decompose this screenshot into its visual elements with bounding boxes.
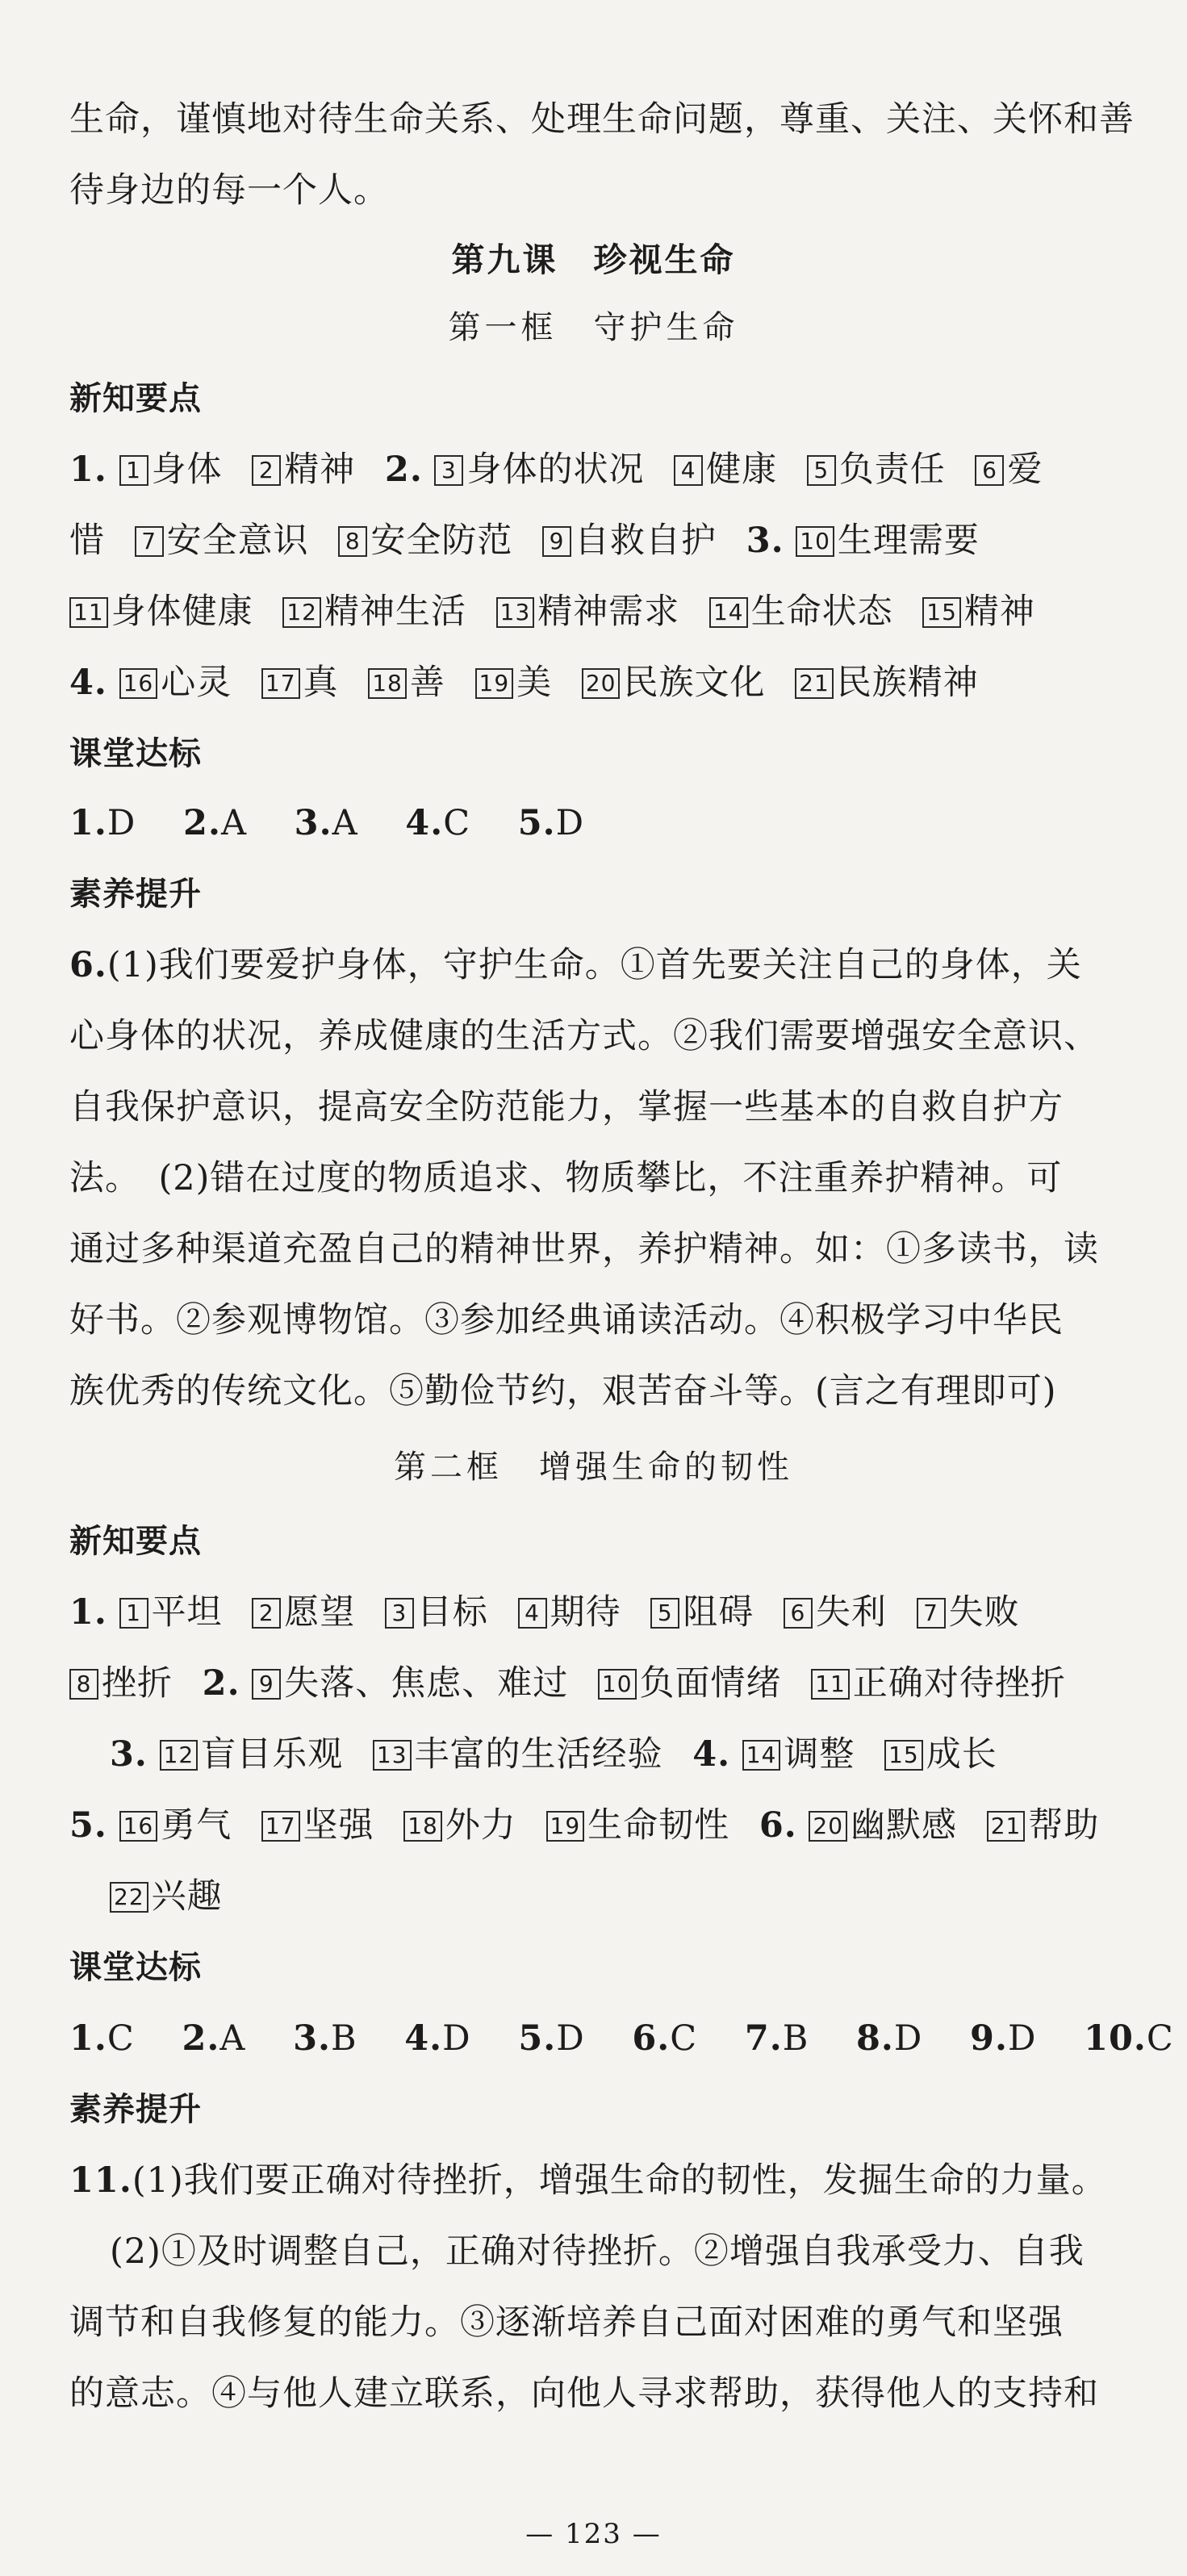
answer-text: 成长 (926, 1734, 997, 1775)
frame2-knowledge-line-5 (110, 1872, 223, 1921)
answer-text: 兴趣 (151, 1876, 223, 1917)
choice-answer: C (107, 2018, 135, 2059)
answer-text: 身体的状况 (466, 450, 645, 490)
item-number: 7. (744, 2018, 783, 2059)
frame2-practice-answers (69, 2014, 1174, 2063)
intro-line-2: 待身边的每一个人。 (69, 170, 389, 211)
blank-number-box: 4 (674, 455, 703, 486)
frame1-improve-line-5: 通过多种渠道充盈自己的精神世界，养护精神。如：①多读书，读 (69, 1229, 1099, 1269)
intro-line-1: 生命，谨慎地对待生命关系、处理生命问题，尊重、关注、关怀和善 (69, 99, 1135, 140)
blank-number-box: 22 (110, 1882, 148, 1913)
blank-number-box: 20 (582, 668, 621, 699)
answer-text: 精神生活 (324, 592, 466, 632)
blank-number-box: 14 (742, 1740, 781, 1771)
frame1-knowledge-line-4 (69, 659, 979, 707)
item-number: 4. (692, 1734, 731, 1775)
frame2-knowledge-line-4 (69, 1801, 1099, 1850)
frame2-improve-line-2: (2)①及时调整自己，正确对待挫折。②增强自我承受力、自我 (110, 2231, 1085, 2272)
answer-text: 身体 (151, 450, 223, 490)
frame2-improve-line-4: 的意志。④与他人建立联系，向他人寻求帮助，获得他人的支持和 (69, 2373, 1099, 2414)
item-number: 1. (69, 803, 107, 843)
item-number: 6. (69, 945, 107, 985)
frame2-knowledge-heading: 新知要点 (69, 1523, 202, 1560)
answer-text: 失利 (815, 1592, 887, 1633)
choice-answer: D (556, 2018, 585, 2059)
frame1-improve-line-7: 族优秀的传统文化。⑤勤俭节约，艰苦奋斗等。(言之有理即可) (69, 1371, 1057, 1411)
choice-answer: D (555, 803, 585, 843)
choice-answer: B (330, 2018, 357, 2059)
page-number: — 123 — (525, 2518, 662, 2550)
blank-number-box: 5 (807, 455, 836, 486)
blank-number-box: 2 (252, 455, 281, 486)
lesson-title: 第九课 珍视生命 (451, 240, 736, 279)
answer-text: 惜 (69, 521, 105, 561)
blank-number-box: 6 (784, 1598, 813, 1629)
frame2-knowledge-line-2 (69, 1659, 1066, 1708)
blank-number-box: 16 (119, 1811, 158, 1842)
blank-number-box: 19 (546, 1811, 585, 1842)
item-number: 5. (517, 803, 556, 843)
blank-number-box: 11 (811, 1669, 850, 1700)
blank-number-box: 6 (975, 455, 1004, 486)
answer-text: 盲目乐观 (201, 1734, 344, 1775)
answer-text: 身体健康 (111, 592, 253, 632)
answer-text: (1)我们要爱护身体，守护生命。①首先要关注自己的身体，关 (107, 945, 1082, 985)
blank-number-box: 1 (119, 1598, 148, 1629)
choice-answer: A (219, 2018, 246, 2059)
blank-number-box: 9 (252, 1669, 281, 1700)
answer-text: 幽默感 (851, 1805, 958, 1846)
choice-answer: C (670, 2018, 698, 2059)
item-number: 8. (856, 2018, 894, 2059)
blank-number-box: 18 (403, 1811, 442, 1842)
frame2-title: 第二框 增强生命的韧性 (394, 1449, 793, 1486)
choice-answer: B (782, 2018, 809, 2059)
answer-text: 外力 (445, 1805, 516, 1846)
answer-text: 真 (303, 663, 339, 703)
answer-text: 平坦 (151, 1592, 223, 1633)
answer-text: 精神 (284, 450, 356, 490)
item-number: 4. (404, 2018, 443, 2059)
frame2-improve-heading: 素养提升 (69, 2091, 202, 2128)
blank-number-box: 19 (475, 668, 514, 699)
answer-text: 负面情绪 (639, 1663, 782, 1704)
item-number: 3. (293, 2018, 331, 2059)
answer-text: 失落、焦虑、难过 (284, 1663, 569, 1704)
answer-text: 安全防范 (370, 521, 513, 561)
answer-text: 勇气 (161, 1805, 232, 1846)
choice-answer: C (1146, 2018, 1174, 2059)
blank-number-box: 12 (160, 1740, 199, 1771)
item-number: 3. (294, 803, 332, 843)
blank-number-box: 17 (261, 1811, 300, 1842)
frame1-improve-line-6: 好书。②参观博物馆。③参加经典诵读活动。④积极学习中华民 (69, 1300, 1064, 1340)
answer-text: 负责任 (838, 450, 946, 490)
answer-text: 期待 (550, 1592, 621, 1633)
blank-number-box: 13 (496, 597, 535, 628)
answer-text: 生命韧性 (587, 1805, 730, 1846)
answer-text: 帮助 (1028, 1805, 1100, 1846)
blank-number-box: 10 (796, 526, 834, 557)
blank-number-box: 17 (261, 668, 300, 699)
answer-text: 安全意识 (166, 521, 309, 561)
frame1-practice-answers (69, 799, 584, 847)
blank-number-box: 8 (69, 1669, 98, 1700)
choice-answer: A (220, 803, 247, 843)
blank-number-box: 13 (373, 1740, 412, 1771)
blank-number-box: 7 (135, 526, 164, 557)
blank-number-box: 5 (650, 1598, 679, 1629)
frame2-improve-line-3: 调节和自我修复的能力。③逐渐培养自己面对困难的勇气和坚强 (69, 2302, 1064, 2343)
frame2-practice-heading: 课堂达标 (69, 1949, 202, 1986)
blank-number-box: 21 (987, 1811, 1026, 1842)
item-number: 2. (182, 2018, 220, 2059)
blank-number-box: 10 (598, 1669, 637, 1700)
item-number: 6. (632, 2018, 671, 2059)
answer-text: 民族精神 (836, 663, 979, 703)
frame1-knowledge-line-3 (69, 588, 1035, 636)
item-number: 2. (384, 450, 423, 490)
blank-number-box: 3 (385, 1598, 414, 1629)
choice-answer: D (893, 2018, 923, 2059)
blank-number-box: 7 (917, 1598, 946, 1629)
blank-number-box: 18 (368, 668, 407, 699)
frame1-improve-line-1 (69, 941, 1082, 989)
answer-text: 精神需求 (537, 592, 680, 632)
blank-number-box: 15 (884, 1740, 923, 1771)
frame1-knowledge-line-1 (69, 445, 1043, 494)
answer-text: 目标 (416, 1592, 488, 1633)
choice-answer: D (107, 803, 136, 843)
item-number: 9. (970, 2018, 1008, 2059)
blank-number-box: 11 (69, 597, 108, 628)
frame1-improve-line-3: 自我保护意识，提高安全防范能力，掌握一些基本的自救自护方 (69, 1087, 1064, 1127)
item-number: 2. (183, 803, 221, 843)
answer-text: 调整 (784, 1734, 855, 1775)
answer-text: 丰富的生活经验 (414, 1734, 663, 1775)
frame2-knowledge-line-1 (69, 1588, 1020, 1637)
item-number: 2. (202, 1663, 240, 1704)
blank-number-box: 8 (338, 526, 367, 557)
answer-text: 坚强 (303, 1805, 374, 1846)
item-number: 5. (518, 2018, 557, 2059)
item-number: 1. (69, 450, 107, 490)
choice-answer: D (1007, 2018, 1037, 2059)
item-number: 10. (1084, 2018, 1147, 2059)
answer-text: 自救自护 (575, 521, 717, 561)
frame1-improve-line-4: 法。 (2)错在过度的物质追求、物质攀比，不注重养护精神。可 (69, 1158, 1063, 1198)
answer-text: 美 (516, 663, 553, 703)
blank-number-box: 16 (119, 668, 158, 699)
frame1-improve-heading: 素养提升 (69, 876, 202, 913)
frame1-knowledge-heading: 新知要点 (69, 380, 202, 417)
choice-answer: A (332, 803, 358, 843)
blank-number-box: 21 (795, 668, 834, 699)
answer-text: 愿望 (284, 1592, 356, 1633)
blank-number-box: 14 (709, 597, 748, 628)
choice-answer: D (442, 2018, 471, 2059)
blank-number-box: 20 (809, 1811, 847, 1842)
frame2-improve-line-1 (69, 2156, 1107, 2205)
answer-text: 民族文化 (623, 663, 766, 703)
choice-answer: C (443, 803, 471, 843)
frame1-improve-line-2: 心身体的状况，养成健康的生活方式。②我们需要增强安全意识、 (69, 1016, 1099, 1056)
answer-text: 爱 (1007, 450, 1043, 490)
item-number: 6. (759, 1805, 797, 1846)
answer-text: 生理需要 (837, 521, 980, 561)
item-number: 1. (69, 1592, 107, 1633)
answer-text: 精神 (963, 592, 1035, 632)
blank-number-box: 3 (434, 455, 463, 486)
frame2-knowledge-line-3 (110, 1730, 997, 1779)
answer-text: 善 (409, 663, 445, 703)
blank-number-box: 4 (518, 1598, 547, 1629)
answer-text: 失败 (948, 1592, 1020, 1633)
answer-text: 生命状态 (750, 592, 893, 632)
blank-number-box: 12 (282, 597, 321, 628)
item-number: 3. (110, 1734, 148, 1775)
blank-number-box: 9 (542, 526, 571, 557)
answer-text: 心灵 (161, 663, 232, 703)
blank-number-box: 15 (922, 597, 961, 628)
blank-number-box: 2 (252, 1598, 281, 1629)
blank-number-box: 1 (119, 455, 148, 486)
frame1-knowledge-line-2 (69, 516, 980, 565)
item-number: 1. (69, 2018, 107, 2059)
item-number: 11. (69, 2160, 132, 2201)
answer-text: 挫折 (102, 1663, 173, 1704)
answer-text: 正确对待挫折 (852, 1663, 1066, 1704)
frame1-practice-heading: 课堂达标 (69, 735, 202, 772)
item-number: 4. (69, 663, 107, 703)
item-number: 3. (746, 521, 784, 561)
answer-text: 健康 (706, 450, 778, 490)
answer-text: (1)我们要正确对待挫折，增强生命的韧性，发掘生命的力量。 (132, 2160, 1107, 2201)
answer-text: 阻碍 (683, 1592, 754, 1633)
item-number: 5. (69, 1805, 107, 1846)
item-number: 4. (405, 803, 444, 843)
frame1-title: 第一框 守护生命 (448, 309, 739, 346)
